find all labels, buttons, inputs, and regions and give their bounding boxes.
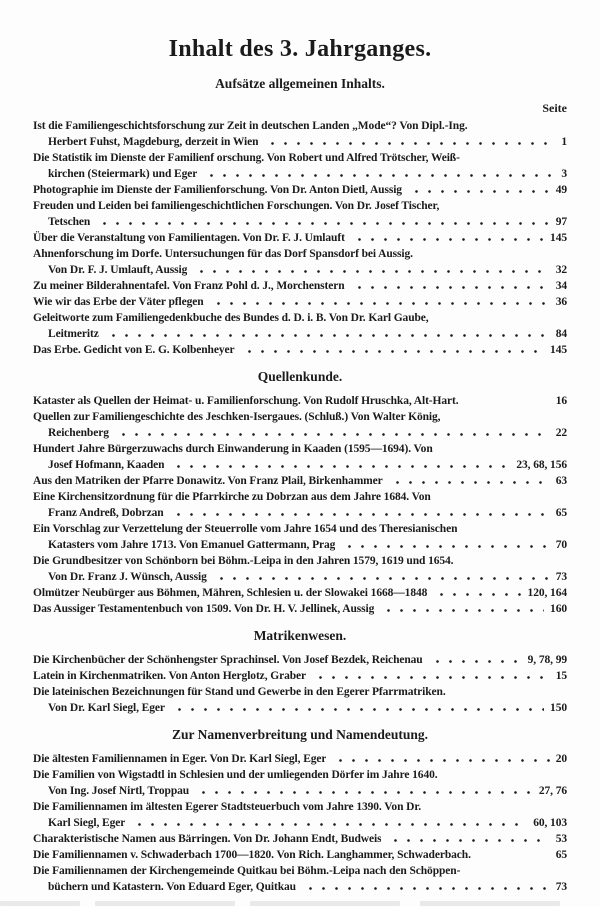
dot-leader	[380, 603, 544, 617]
toc-line	[33, 700, 567, 716]
dot-leader	[96, 216, 549, 230]
entry-text: Die ältesten Familiennamen in Eger. Von Dr. Karl Siegl, Eger	[33, 753, 327, 765]
dot-leader	[351, 232, 544, 246]
page-number: 150	[550, 702, 567, 714]
page-number: 15	[555, 670, 567, 682]
entry-text: Die Familiennamen v. Schwaderbach 1700—1820. Von Rich. Langhammer, Schwaderbach.	[33, 849, 471, 861]
entry-text: Die Familiennamen der Kirchengemeinde Quitkau bei Böhm.-Leipa nach den Schöppen-	[33, 865, 461, 877]
toc-line	[33, 569, 567, 585]
entry-text: Karl Siegl, Eger	[48, 817, 126, 829]
toc-line	[33, 863, 567, 879]
toc-line	[33, 198, 567, 214]
entry-text: Geleitworte zum Familiengedenkbuche des Bundes d. D. i. B. Von Dr. Karl Gaube,	[33, 312, 429, 324]
dot-leader	[408, 184, 550, 198]
page-number: 22	[555, 427, 567, 439]
toc-line	[33, 489, 567, 505]
entry-text: Hundert Jahre Bürgerzuwachs durch Einwanderung in Kaaden (1595—1694). Von	[33, 443, 433, 455]
dot-leader	[429, 654, 522, 668]
toc-line	[33, 150, 567, 166]
entry-text: Tetschen	[48, 216, 91, 228]
toc-line	[33, 230, 567, 246]
page-number: 73	[555, 881, 567, 893]
toc-line	[33, 652, 567, 668]
toc-line	[33, 473, 567, 489]
toc-line	[33, 537, 567, 553]
page-number: 65	[555, 507, 567, 519]
toc-line	[33, 799, 567, 815]
entry-text: Wie wir das Erbe der Väter pflegen	[33, 296, 204, 308]
toc-line	[33, 601, 567, 617]
toc-line	[33, 425, 567, 441]
toc-line	[33, 342, 567, 358]
toc-line	[33, 310, 567, 326]
page-number: 145	[550, 344, 567, 356]
entry-text: Von Dr. F. J. Umlauft, Aussig	[48, 264, 188, 276]
entry-text: Ist die Familiengeschichtsforschung zur Zeit in deutschen Landen „Mode“? Von Dipl.-Ing.	[33, 120, 468, 132]
dot-leader	[171, 702, 544, 716]
toc-line	[33, 278, 567, 294]
scan-artifact-segment	[420, 901, 560, 906]
page-number: 20	[555, 753, 567, 765]
page-number: 120, 164	[527, 587, 567, 599]
toc-line	[33, 294, 567, 310]
page-number: 53	[555, 833, 567, 845]
page-number: 36	[555, 296, 567, 308]
entry-text: Katasters vom Jahre 1713. Von Emanuel Gattermann, Prag	[48, 539, 336, 551]
toc-line	[33, 831, 567, 847]
entry-text: Von Dr. Franz J. Wünsch, Aussig	[48, 571, 207, 583]
scan-artifact	[0, 900, 600, 907]
toc-line	[33, 457, 567, 473]
toc-line	[33, 326, 567, 342]
page-number: 70	[555, 539, 567, 551]
dot-leader	[341, 539, 549, 553]
toc-line	[33, 767, 567, 783]
toc-line	[33, 166, 567, 182]
entry-text: Die Statistik im Dienste der Familienf orschung. Von Robert und Alfred Trötscher, Weiß-	[33, 152, 460, 164]
dot-leader	[213, 571, 550, 585]
entry-text: Die Kirchenbücher der Schönhengster Sprachinsel. Von Josef Bezdek, Reichenau	[33, 654, 423, 666]
toc-line	[33, 585, 567, 601]
page-number: 65	[555, 849, 567, 861]
entry-text: Eine Kirchensitzordnung für die Pfarrkirche zu Dobrzan aus dem Jahre 1684. Von	[33, 491, 431, 503]
toc-line	[33, 847, 567, 863]
toc-line	[33, 393, 567, 409]
page-number: 60, 103	[533, 817, 567, 829]
dot-leader	[193, 264, 549, 278]
toc-line	[33, 668, 567, 684]
page-number: 23, 68, 156	[516, 459, 567, 471]
dot-leader	[477, 849, 550, 863]
entry-text: Josef Hofmann, Kaaden	[48, 459, 165, 471]
page-title: Inhalt des 3. Jahrganges.	[168, 36, 432, 62]
dot-leader	[203, 168, 555, 182]
toc-line	[33, 214, 567, 230]
page-number: 160	[550, 603, 567, 615]
entry-text: Ein Vorschlag zur Verzettelung der Steuerrolle vom Jahre 1654 und des Theresianischen	[33, 523, 458, 535]
entry-text: Aus den Matriken der Pfarre Donawitz. Von Franz Plail, Birkenhammer	[33, 475, 383, 487]
entry-text: Franz Andreß, Dobrzan	[48, 507, 164, 519]
dot-leader	[115, 427, 550, 441]
page-number: 32	[555, 264, 567, 276]
dot-leader	[170, 459, 510, 473]
entry-text: Die lateinischen Bezeichnungen für Stand und Gewerbe in den Egerer Pfarrmatriken.	[33, 686, 446, 698]
toc-line	[33, 262, 567, 278]
page-number: 1	[561, 136, 567, 148]
dot-leader	[105, 328, 550, 342]
section-heading: Quellenkunde.	[257, 369, 343, 384]
dot-leader	[433, 587, 521, 601]
section-heading: Matrikenwesen.	[253, 628, 347, 643]
toc-line	[33, 521, 567, 537]
toc-line	[33, 815, 567, 831]
toc-line	[33, 182, 567, 198]
page-number: 9, 78, 99	[527, 654, 567, 666]
scan-artifact-segment	[95, 901, 235, 906]
toc-line	[33, 409, 567, 425]
page-number: 34	[555, 280, 567, 292]
toc-line	[33, 783, 567, 799]
entry-text: Über die Veranstaltung von Familientagen. Von Dr. F. J. Umlauft	[33, 232, 345, 244]
scan-artifact-segment	[0, 901, 80, 906]
dot-leader	[241, 344, 545, 358]
entry-text: Die Grundbesitzer von Schönborn bei Böhm.-Leipa in den Jahren 1579, 1619 und 1654.	[33, 555, 454, 567]
page-number: 97	[555, 216, 567, 228]
entry-text: kirchen (Steiermark) und Eger	[48, 168, 198, 180]
section-heading: Aufsätze allgemeinen Inhalts.	[215, 76, 385, 91]
entry-text: Latein in Kirchenmatriken. Von Anton Herglotz, Graber	[33, 670, 307, 682]
section-heading: Zur Namenverbreitung und Namendeutung.	[171, 727, 429, 742]
entry-text: Ahnenforschung im Dorfe. Untersuchungen für das Dorf Spansdorf bei Aussig.	[33, 248, 413, 260]
entry-text: Quellen zur Familiengeschichte des Jeschken-Isergaues. (Schluß.) Von Walter König,	[33, 411, 441, 423]
entry-text: büchern und Katastern. Von Eduard Eger, Quitkau	[48, 881, 296, 893]
page-number: 16	[555, 395, 567, 407]
dot-leader	[302, 881, 550, 895]
dot-leader	[264, 136, 555, 150]
dot-leader	[351, 280, 550, 294]
toc-line	[33, 134, 567, 150]
page-number: 49	[555, 184, 567, 196]
page-number: 3	[561, 168, 567, 180]
toc-line	[33, 246, 567, 262]
toc-line	[33, 879, 567, 895]
dot-leader	[210, 296, 550, 310]
dot-leader	[387, 833, 549, 847]
dot-leader	[465, 395, 550, 409]
dot-leader	[332, 753, 549, 767]
page-number: 84	[555, 328, 567, 340]
entry-text: Reichenberg	[48, 427, 109, 439]
dot-leader	[195, 785, 533, 799]
entry-text: Leitmeritz	[48, 328, 99, 340]
page-number: 63	[555, 475, 567, 487]
entry-text: Von Ing. Josef Nirtl, Troppau	[48, 785, 190, 797]
entry-text: Das Aussiger Testamentenbuch von 1509. Von Dr. H. V. Jellinek, Aussig	[33, 603, 375, 615]
dot-leader	[389, 475, 550, 489]
page-number: 27, 76	[538, 785, 567, 797]
entry-text: Die Familiennamen im ältesten Egerer Stadtsteuerbuch vom Jahre 1390. Von Dr.	[33, 801, 422, 813]
toc-line	[33, 751, 567, 767]
page-column-label: Seite	[542, 101, 567, 115]
dot-leader	[312, 670, 550, 684]
toc-line	[33, 505, 567, 521]
dot-leader	[131, 817, 527, 831]
page-number: 73	[555, 571, 567, 583]
entry-text: Herbert Fuhst, Magdeburg, derzeit in Wien	[48, 136, 259, 148]
entry-text: Photographie im Dienste der Familienforschung. Von Dr. Anton Dietl, Aussig	[33, 184, 402, 196]
entry-text: Von Dr. Karl Siegl, Eger	[48, 702, 165, 714]
entry-text: Zu meiner Bilderahnentafel. Von Franz Pohl d. J., Morchenstern	[33, 280, 345, 292]
entry-text: Die Familien von Wigstadtl in Schlesien und der umliegenden Dörfer im Jahre 1640.	[33, 769, 438, 781]
entry-text: Das Erbe. Gedicht von E. G. Kolbenheyer	[33, 344, 235, 356]
toc-line	[33, 553, 567, 569]
toc-line	[33, 118, 567, 134]
toc-line	[33, 441, 567, 457]
entry-text: Charakteristische Namen aus Bärringen. Von Dr. Johann Endt, Budweis	[33, 833, 382, 845]
entry-text: Olmützer Neubürger aus Böhmen, Mähren, Schlesien u. der Slowakei 1668—1848	[33, 587, 428, 599]
entry-text: Kataster als Quellen der Heimat- u. Familienforschung. Von Rudolf Hruschka, Alt-Hart.	[33, 395, 459, 407]
scan-artifact-segment	[250, 901, 400, 906]
dot-leader	[170, 507, 550, 521]
toc-line	[33, 684, 567, 700]
entry-text: Freuden und Leiden bei familiengeschichtlichen Forschungen. Von Dr. Josef Tischer,	[33, 200, 440, 212]
toc-sections	[33, 75, 567, 895]
page-number: 145	[550, 232, 567, 244]
